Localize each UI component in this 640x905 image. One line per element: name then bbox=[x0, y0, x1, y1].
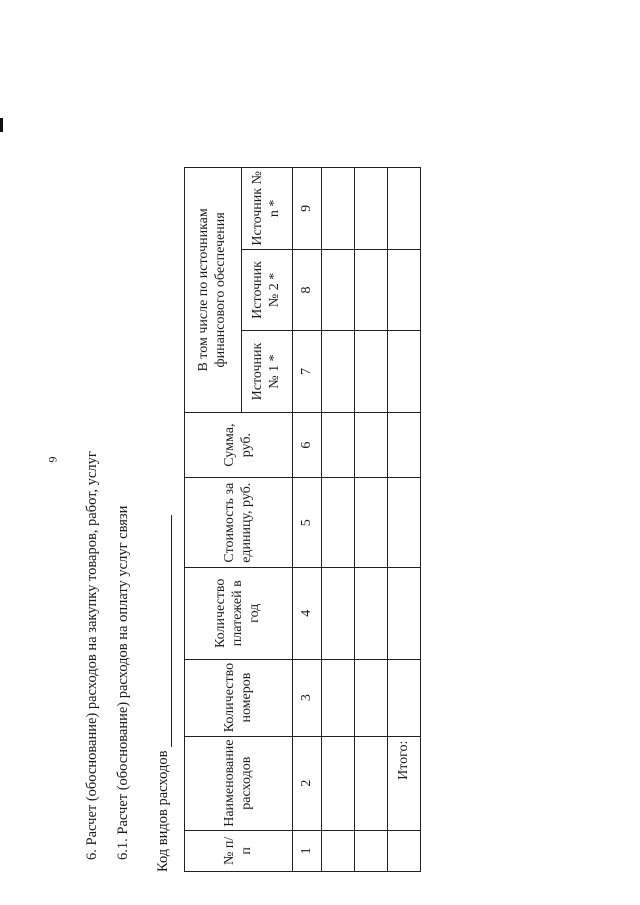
table-cell bbox=[388, 830, 421, 871]
table-row bbox=[322, 168, 355, 872]
expense-code-line bbox=[148, 515, 172, 872]
header-source-2: Источник № 2 * bbox=[242, 249, 293, 331]
table-cell bbox=[322, 168, 355, 250]
table-cell bbox=[322, 478, 355, 567]
table-cell bbox=[355, 830, 388, 871]
table-cell bbox=[388, 478, 421, 567]
section-heading: 6. Расчет (обоснование) расходов на закупку товаров, работ, услуг bbox=[84, 451, 100, 860]
expense-table bbox=[184, 167, 421, 872]
page-number: 9 bbox=[45, 456, 60, 463]
table-cell bbox=[355, 331, 388, 413]
table-cell bbox=[355, 412, 388, 478]
header-source-1: Источник № 1 * bbox=[242, 331, 293, 413]
header-source-n: Источник № n * bbox=[242, 168, 293, 250]
header-sum: Сумма, руб. bbox=[185, 412, 293, 478]
table-cell bbox=[355, 249, 388, 331]
colnum-8: 8 bbox=[293, 249, 322, 331]
header-name: Наименование расходов bbox=[185, 736, 293, 830]
table-cell bbox=[322, 567, 355, 659]
table-cell bbox=[355, 168, 388, 250]
table-cell bbox=[322, 331, 355, 413]
table-cell bbox=[388, 249, 421, 331]
table-cell bbox=[355, 659, 388, 736]
table-cell bbox=[322, 830, 355, 871]
header-unit-cost: Стоимость за единицу, руб. bbox=[185, 478, 293, 567]
total-row bbox=[388, 168, 421, 872]
subsection-heading: 6.1. Расчет (обоснование) расходов на оплату услуг связи bbox=[115, 505, 131, 860]
header-num: № п/п bbox=[185, 830, 293, 871]
table-row bbox=[355, 168, 388, 872]
table-cell bbox=[322, 659, 355, 736]
table-cell bbox=[355, 478, 388, 567]
table-cell bbox=[355, 567, 388, 659]
colnum-3: 3 bbox=[293, 659, 322, 736]
scan-edge-mark bbox=[0, 118, 3, 132]
colnum-1: 1 bbox=[293, 830, 322, 871]
table-cell bbox=[322, 412, 355, 478]
expense-code-blank bbox=[155, 515, 172, 747]
table-cell bbox=[388, 168, 421, 250]
rotated-content bbox=[148, 152, 411, 872]
header-numbers-count: Количество номеров bbox=[185, 659, 293, 736]
header-sources-group: В том числе по источникам финансового обеспечения bbox=[185, 168, 242, 413]
colnum-6: 6 bbox=[293, 412, 322, 478]
table-cell bbox=[322, 249, 355, 331]
column-number-row bbox=[293, 168, 322, 872]
colnum-7: 7 bbox=[293, 331, 322, 413]
table-cell bbox=[388, 331, 421, 413]
colnum-2: 2 bbox=[293, 736, 322, 830]
table-cell bbox=[322, 736, 355, 830]
table-cell bbox=[355, 736, 388, 830]
table-cell bbox=[388, 659, 421, 736]
colnum-4: 4 bbox=[293, 567, 322, 659]
table-cell bbox=[388, 567, 421, 659]
expense-code-label: Код видов расходов bbox=[155, 750, 171, 872]
colnum-9: 9 bbox=[293, 168, 322, 250]
header-payments-per-year: Количество платежей в год bbox=[185, 567, 293, 659]
total-label: Итого: bbox=[388, 736, 421, 830]
table-cell bbox=[388, 412, 421, 478]
table-header-row bbox=[185, 168, 242, 872]
colnum-5: 5 bbox=[293, 478, 322, 567]
